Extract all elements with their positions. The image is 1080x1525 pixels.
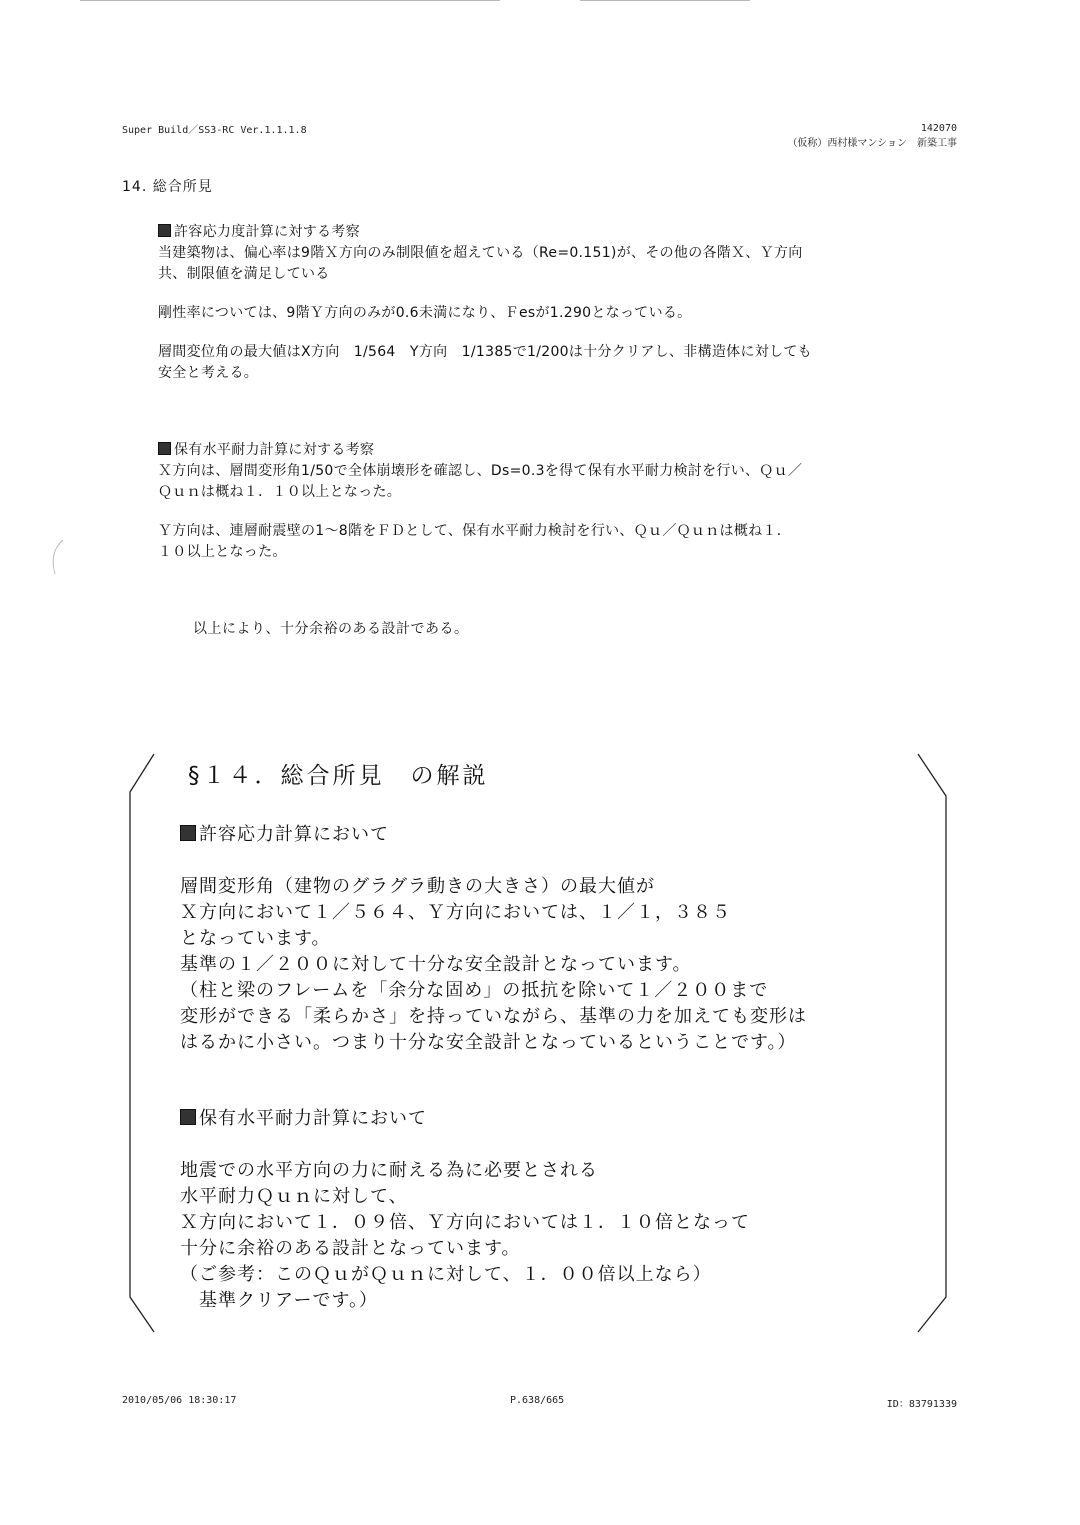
scan-edge-line	[80, 0, 500, 1]
project-name: （仮称）西村様マンション 新築工事	[787, 138, 957, 149]
horizontal-capacity-section	[158, 440, 958, 563]
commentary-horizontal-title: 保有水平耐力計算において	[180, 1106, 900, 1132]
document-number: 142070	[920, 123, 957, 134]
scan-edge-line	[580, 0, 750, 1]
commentary-allowable-body	[180, 874, 900, 1056]
allowable-para2: 剛性率については、9階Ｙ方向のみが0.6未満になり、Ｆesが1.290となっている。	[158, 305, 692, 321]
allowable-stress-section	[158, 222, 958, 384]
commentary-line: （ご参考：このＱｕがＱｕｎに対して、１．００倍以上なら）	[180, 1264, 712, 1285]
commentary-horizontal-section	[180, 1106, 900, 1314]
commentary-allowable-section	[180, 822, 900, 1056]
filled-square-icon	[158, 442, 171, 455]
commentary-line: Ｘ方向において１／５６４、Ｙ方向においては、１／１，３８５	[180, 902, 731, 923]
document-header-right	[787, 121, 957, 151]
section-heading: 14. 総合所見	[122, 179, 213, 195]
horizontal-para1-line2: Ｑｕｎは概ね１．１０以上となった。	[158, 484, 402, 500]
commentary-horizontal-body	[180, 1158, 900, 1314]
allowable-para3-line1: 層間変位角の最大値はX方向 1/564 Y方向 1/1385で1/200は十分クリアし、非構造体に対しても	[158, 344, 812, 360]
filled-square-icon	[158, 224, 171, 237]
commentary-allowable-title: 許容応力計算において	[180, 822, 900, 848]
allowable-para3-line2: 安全と考える。	[158, 365, 259, 381]
allowable-para1-line1: 当建築物は、偏心率は9階Ｘ方向のみ制限値を超えている（Re=0.151)が、その他の各階Ｘ、Ｙ方向	[158, 245, 803, 261]
software-version: Super Build／SS3-RC Ver.1.1.1.8	[122, 125, 307, 136]
commentary-line: 基準クリアーです。）	[180, 1290, 379, 1311]
filled-square-icon	[180, 825, 196, 841]
filled-square-icon	[180, 1109, 196, 1125]
commentary-line: Ｘ方向において１．０９倍、Ｙ方向においては１．１０倍となって	[180, 1212, 750, 1233]
commentary-line: となっています。	[180, 928, 331, 949]
allowable-para1-line2: 共、制限値を満足している	[158, 266, 330, 282]
commentary-line: （柱と梁のフレームを「余分な固め」の抵抗を除いて１／２００まで	[180, 980, 769, 1001]
commentary-line: 基準の１／２００に対して十分な安全設計となっています。	[180, 954, 692, 975]
horizontal-capacity-title: 保有水平耐力計算に対する考察	[158, 440, 958, 461]
commentary-line: はるかに小さい。つまり十分な安全設計となっているということです。）	[180, 1032, 797, 1053]
horizontal-para2-line1: Ｙ方向は、連層耐震壁の1～8階をＦＤとして、保有水平耐力検討を行い、Ｑｕ／Ｑｕｎは概ね１．	[158, 523, 792, 539]
commentary-line: 層間変形角（建物のグラグラ動きの大きさ）の最大値が	[180, 876, 655, 897]
commentary-line: 地震での水平方向の力に耐える為に必要とされる	[180, 1160, 598, 1181]
print-datetime: 2010/05/06 18:30:17	[122, 1395, 237, 1406]
page-number: P.638/665	[510, 1395, 565, 1406]
commentary-line: 水平耐力Ｑｕｎに対して、	[180, 1186, 408, 1207]
commentary-title: §１４．総合所見 の解説	[188, 763, 489, 789]
horizontal-para2-line2: １０以上となった。	[158, 544, 287, 560]
horizontal-para1-line1: Ｘ方向は、層間変形角1/50で全体崩壊形を確認し、Ds=0.3を得て保有水平耐力検討を行い、Ｑｕ／	[158, 463, 803, 479]
conclusion-text: 以上により、十分余裕のある設計である。	[193, 621, 469, 637]
commentary-line: 十分に余裕のある設計となっています。	[180, 1238, 521, 1259]
commentary-line: 変形ができる「柔らかさ」を持っていながら、基準の力を加えても変形は	[180, 1006, 807, 1027]
scan-mark	[47, 538, 67, 578]
document-id: ID：83791339	[886, 1399, 957, 1410]
allowable-stress-title: 許容応力度計算に対する考察	[158, 222, 958, 243]
